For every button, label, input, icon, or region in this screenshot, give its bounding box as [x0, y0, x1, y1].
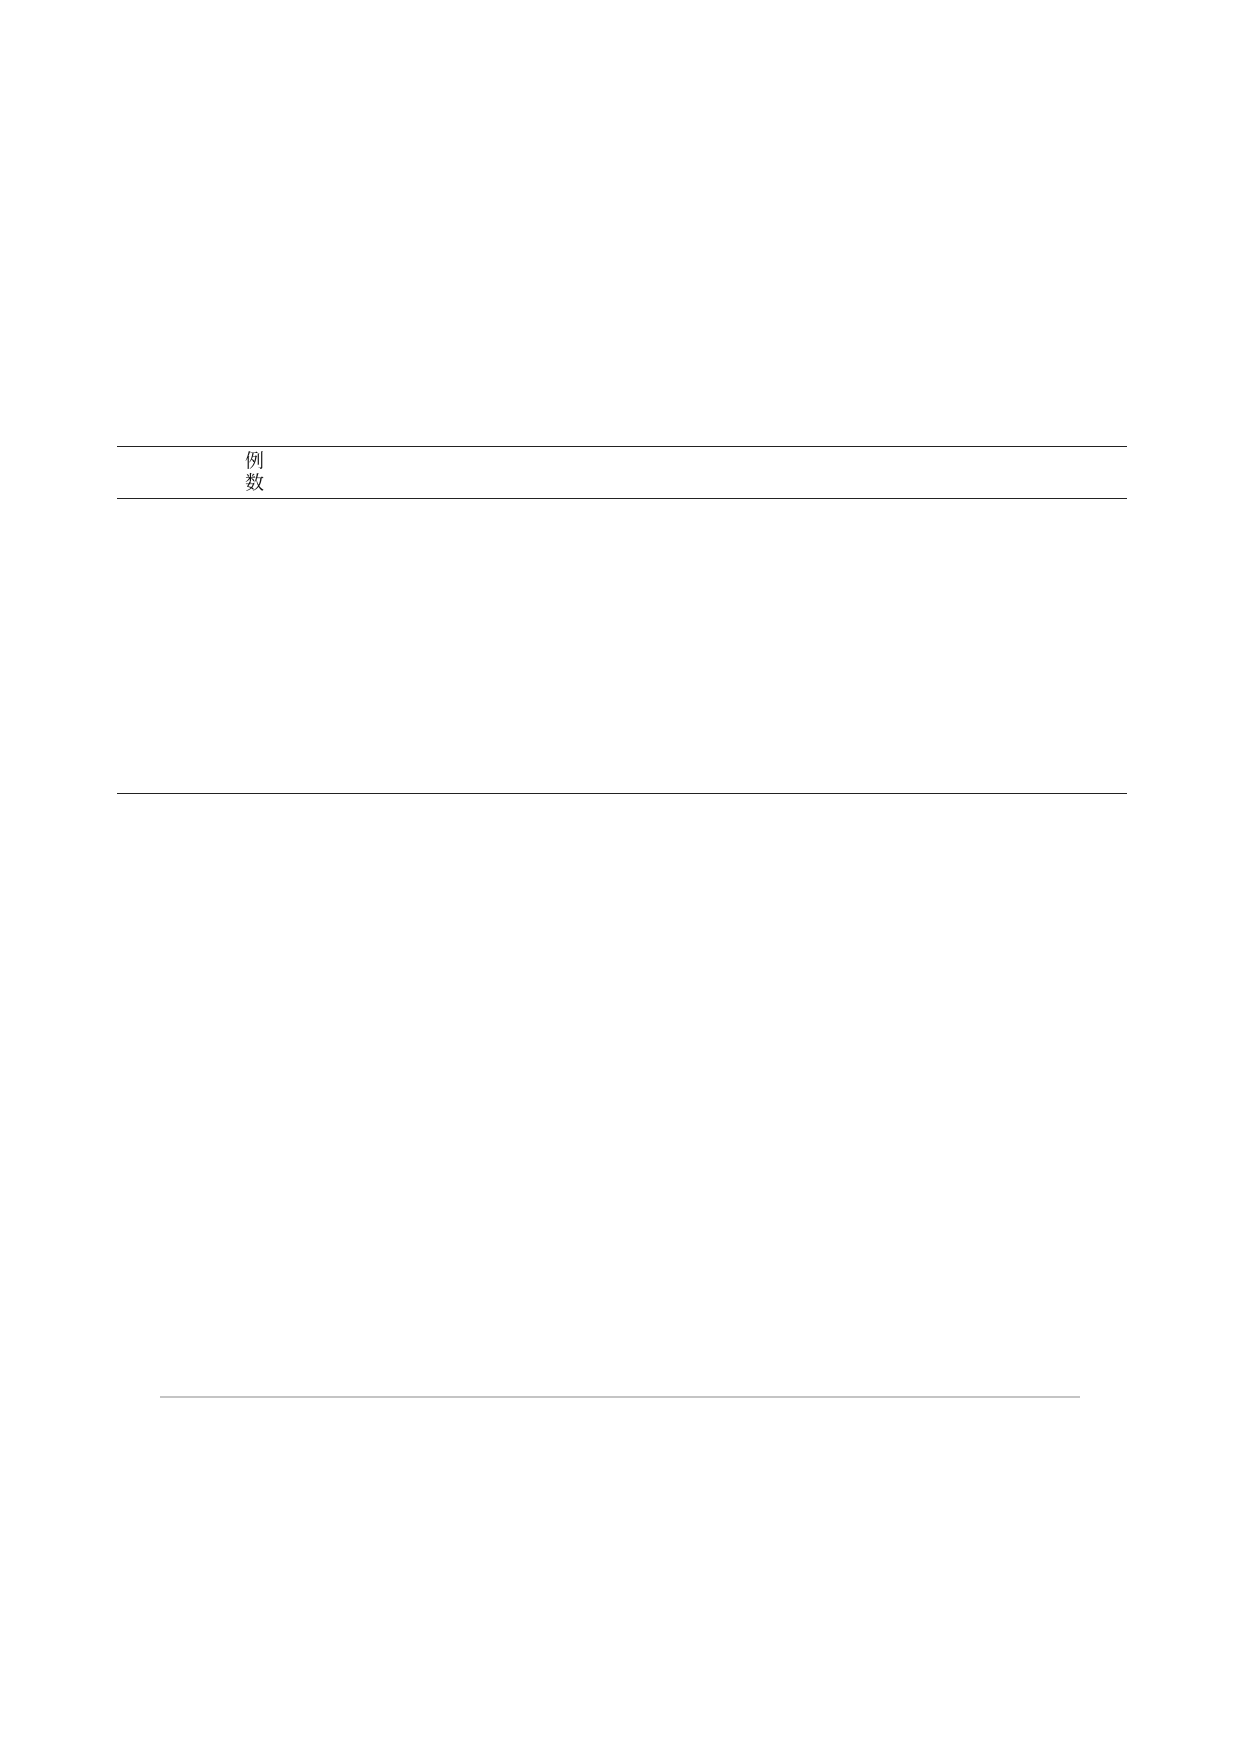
akt-bar-chart: [160, 920, 1160, 1460]
header-3d: [282, 447, 527, 499]
cell-7d: [527, 548, 777, 597]
cell-n: [227, 744, 282, 794]
cell-3d: [282, 695, 527, 744]
cell-7d: [527, 744, 777, 794]
akt-table: [117, 446, 1127, 794]
cell-p: [1027, 646, 1127, 695]
cell-14d: [777, 646, 1027, 695]
cell-3d: [282, 597, 527, 646]
cell-7d: [527, 695, 777, 744]
cell-group: [117, 499, 227, 549]
cell-group: [117, 744, 227, 794]
cell-n: [227, 499, 282, 549]
cell-n: [227, 548, 282, 597]
header-p: [1027, 447, 1127, 499]
cell-3d: [282, 646, 527, 695]
cell-7d: [527, 597, 777, 646]
table-row: [117, 646, 1127, 695]
table-row: [117, 499, 1127, 549]
header-n: 例 数: [227, 447, 282, 499]
cell-n: [227, 597, 282, 646]
cell-n: [227, 646, 282, 695]
cell-7d: [527, 499, 777, 549]
cell-group: [117, 548, 227, 597]
cell-3d: [282, 499, 527, 549]
cell-14d: [777, 499, 1027, 549]
table-header-row: [117, 447, 1127, 499]
cell-14d: [777, 695, 1027, 744]
cell-group: [117, 646, 227, 695]
cell-14d: [777, 548, 1027, 597]
cell-group: [117, 695, 227, 744]
table-row: [117, 548, 1127, 597]
cell-p: [1027, 597, 1127, 646]
cell-14d: [777, 597, 1027, 646]
cell-3d: [282, 744, 527, 794]
cell-n: [227, 695, 282, 744]
cell-p: [1027, 499, 1127, 549]
header-group: [117, 447, 227, 499]
cell-3d: [282, 548, 527, 597]
table-row: [117, 744, 1127, 794]
cell-p: [1027, 548, 1127, 597]
header-7d: [527, 447, 777, 499]
cell-group: [117, 597, 227, 646]
cell-p: [1027, 744, 1127, 794]
cell-14d: [777, 744, 1027, 794]
cell-7d: [527, 646, 777, 695]
table-row: [117, 695, 1127, 744]
table-row: [117, 597, 1127, 646]
cell-p: [1027, 695, 1127, 744]
header-14d: [777, 447, 1027, 499]
